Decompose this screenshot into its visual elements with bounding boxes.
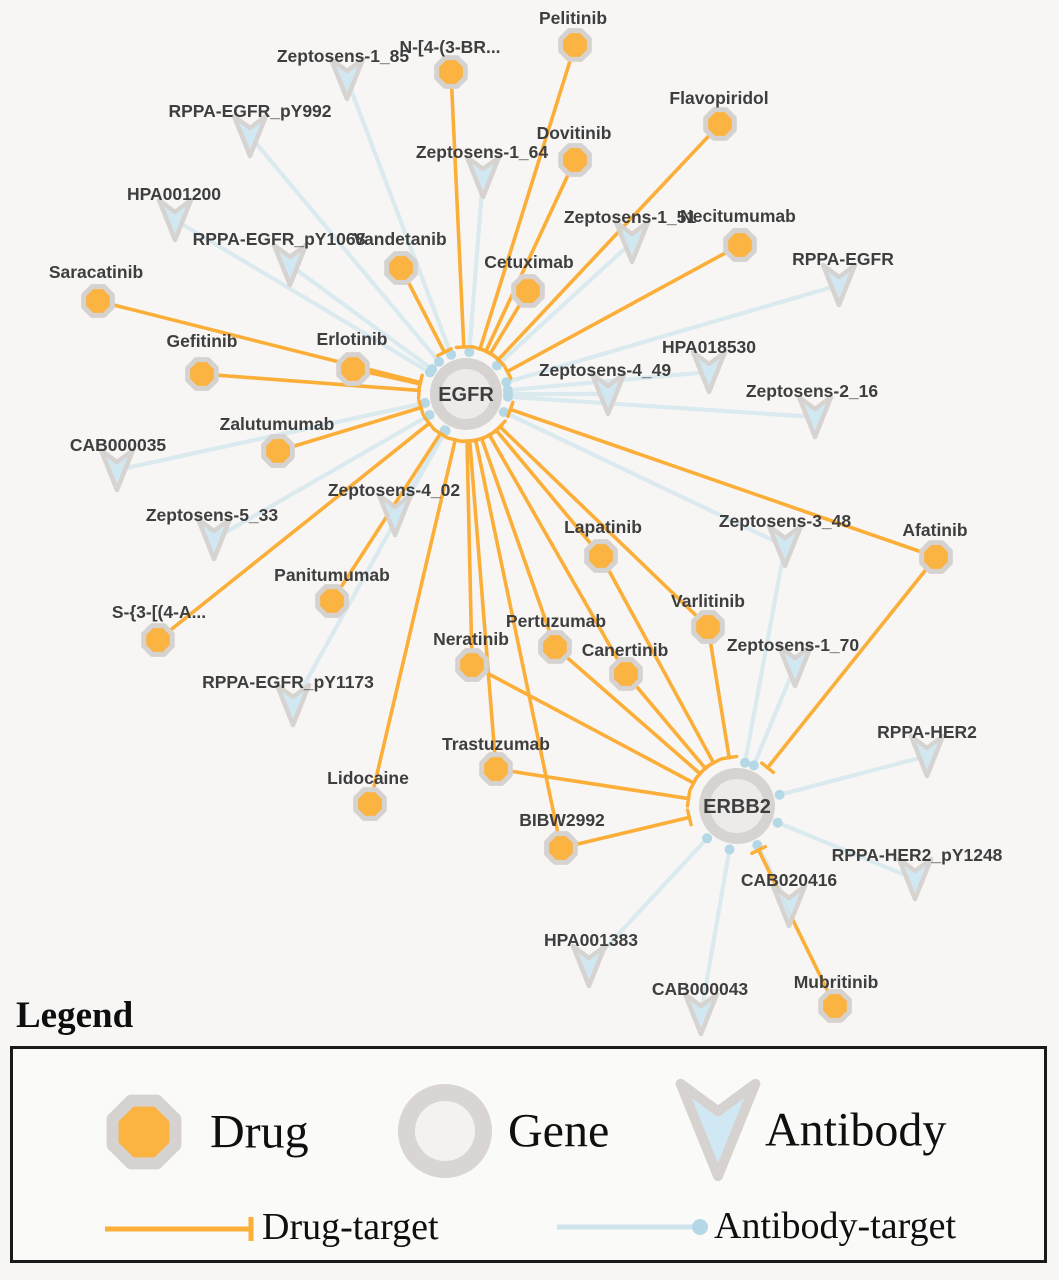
- antibody-chevron-rppa-her2-py1248: [899, 859, 931, 899]
- node-cab020416[interactable]: [773, 886, 805, 926]
- drug-octagon-gefitinib: [188, 360, 217, 389]
- legend-label-gene: Gene: [508, 1104, 610, 1158]
- edge-antibody-rppa-her2-erbb2: [780, 756, 927, 795]
- node-label-rppa-her2: RPPA-HER2: [877, 722, 977, 742]
- drug-octagon-necitumumab: [726, 231, 755, 260]
- node-dovitinib[interactable]: [561, 146, 590, 175]
- node-vandetanib[interactable]: [387, 254, 416, 283]
- node-label-rppa-egfr: RPPA-EGFR: [792, 249, 894, 269]
- drug-octagon-cetuximab: [514, 277, 543, 306]
- node-label-hpa001383: HPA001383: [543, 930, 639, 950]
- antibody-target-line-icon: [557, 1219, 708, 1235]
- node-label-cab000035: CAB000035: [69, 435, 167, 455]
- node-label-afatinib: Afatinib: [902, 520, 968, 540]
- node-panitumumab[interactable]: [318, 587, 347, 616]
- node-label-canertinib: Canertinib: [581, 640, 669, 660]
- drug-octagon-icon: [113, 1101, 176, 1164]
- node-label-rppa-her2-py1248: RPPA-HER2_pY1248: [831, 845, 1003, 865]
- node-saracatinib[interactable]: [84, 287, 113, 316]
- node-label-bibw2992: BIBW2992: [519, 810, 605, 830]
- node-label-rppa-egfr-py1173: RPPA-EGFR_pY1173: [202, 672, 374, 692]
- node-lidocaine[interactable]: [356, 790, 385, 819]
- antibody-chevron-cab020416: [773, 886, 805, 926]
- drug-octagon-panitumumab: [318, 587, 347, 616]
- drug-octagon-erlotinib: [339, 355, 368, 384]
- node-label-hpa018530: HPA018530: [661, 337, 757, 357]
- node-pertuzumab[interactable]: [541, 633, 570, 662]
- antibody-chevron-hpa001200: [159, 200, 191, 240]
- edge-dot-zeptosens-3-48: [740, 758, 750, 768]
- antibody-chevron-cab000035: [101, 450, 133, 490]
- drug-octagon-canertinib: [612, 660, 641, 689]
- antibody-chevron-zeptosens-1-51: [616, 222, 648, 262]
- node-n4-3br[interactable]: [437, 58, 466, 87]
- drug-octagon-mubritinib: [821, 992, 850, 1021]
- node-label-cab020416: CAB020416: [740, 870, 838, 890]
- legend-label-drug: Drug: [210, 1105, 309, 1159]
- drug-target-line-icon: [105, 1217, 251, 1241]
- antibody-chevron-rppa-egfr-py1068: [274, 245, 306, 285]
- edge-drug-n4-3br-egfr: [451, 72, 471, 347]
- node-label-n4-3br: N-[4-(3-BR...: [399, 37, 501, 57]
- node-label-necitumumab: Necitumumab: [680, 206, 796, 226]
- node-label-hpa001200: HPA001200: [126, 184, 222, 204]
- node-label-dovitinib: Dovitinib: [536, 123, 612, 143]
- node-label-zeptosens-2-16: Zeptosens-2_16: [745, 381, 879, 401]
- node-label-trastuzumab: Trastuzumab: [442, 734, 550, 754]
- node-label-mubritinib: Mubritinib: [793, 972, 879, 992]
- node-zeptosens-3-48[interactable]: [769, 526, 801, 566]
- drug-octagon-pertuzumab: [541, 633, 570, 662]
- node-varlitinib[interactable]: [694, 613, 723, 642]
- node-label-zalutumumab: Zalutumumab: [219, 414, 335, 434]
- drug-octagon-saracatinib: [84, 287, 113, 316]
- node-label-zeptosens-3-48: Zeptosens-3_48: [718, 511, 852, 531]
- node-label-pertuzumab: Pertuzumab: [505, 611, 607, 631]
- edge-dot-cab000043: [724, 844, 734, 854]
- drug-octagon-varlitinib: [694, 613, 723, 642]
- antibody-chevron-zeptosens-5-33: [198, 519, 230, 559]
- edge-dot-rppa-her2-py1248: [773, 818, 783, 828]
- drug-octagon-n4-3br: [437, 58, 466, 87]
- edge-drug-canertinib-erbb2: [626, 674, 711, 773]
- gene-label-erbb2: ERBB2: [703, 796, 771, 818]
- node-label-gefitinib: Gefitinib: [166, 331, 238, 351]
- node-label-zeptosens-1-64: Zeptosens-1_64: [415, 142, 549, 162]
- drug-octagon-vandetanib: [387, 254, 416, 283]
- edge-dot-zeptosens-1-70: [749, 760, 759, 770]
- node-label-lidocaine: Lidocaine: [327, 768, 409, 788]
- node-label-zeptosens-1-85: Zeptosens-1_85: [276, 46, 410, 66]
- node-label-s3-4a: S-{3-[(4-A...: [111, 602, 207, 622]
- drug-octagon-trastuzumab: [482, 755, 511, 784]
- node-label-zeptosens-1-51: Zeptosens-1_51: [563, 207, 697, 227]
- legend-label-antibody-target: Antibody-target: [714, 1205, 957, 1247]
- edge-dot-zeptosens-2-16: [503, 392, 513, 402]
- node-necitumumab[interactable]: [726, 231, 755, 260]
- drug-octagon-neratinib: [458, 651, 487, 680]
- node-label-erlotinib: Erlotinib: [316, 329, 388, 349]
- drug-octagon-pelitinib: [561, 31, 590, 60]
- antibody-chevron-hpa001383: [573, 946, 605, 986]
- node-label-neratinib: Neratinib: [433, 629, 509, 649]
- node-gefitinib[interactable]: [188, 360, 217, 389]
- node-zalutumumab[interactable]: [264, 437, 293, 466]
- node-label-zeptosens-5-33: Zeptosens-5_33: [145, 505, 279, 525]
- node-label-lapatinib: Lapatinib: [564, 517, 642, 537]
- node-neratinib[interactable]: [458, 651, 487, 680]
- node-s3-4a[interactable]: [144, 626, 173, 655]
- node-label-rppa-egfr-py1068: RPPA-EGFR_pY1068: [192, 229, 366, 249]
- legend-label-antibody: Antibody: [765, 1103, 947, 1157]
- antibody-chevron-rppa-her2: [911, 736, 943, 776]
- antibody-chevron-rppa-egfr: [823, 265, 855, 305]
- legend-title: Legend: [16, 995, 134, 1036]
- node-pelitinib[interactable]: [561, 31, 590, 60]
- node-egfr[interactable]: [430, 358, 502, 430]
- drug-octagon-dovitinib: [561, 146, 590, 175]
- node-zeptosens-1-64[interactable]: [467, 157, 499, 197]
- node-canertinib[interactable]: [612, 660, 641, 689]
- node-cab000035[interactable]: [101, 450, 133, 490]
- antibody-chevron-icon: [681, 1084, 756, 1176]
- drug-octagon-lidocaine: [356, 790, 385, 819]
- node-label-vandetanib: Vandetanib: [353, 229, 447, 249]
- edge-dot-rppa-her2: [775, 790, 785, 800]
- node-labels: [49, 8, 1003, 999]
- node-afatinib[interactable]: [922, 543, 951, 572]
- edge-dot-rppa-egfr-py1068: [427, 364, 437, 374]
- gene-circle-icon: [398, 1084, 492, 1178]
- node-rppa-egfr[interactable]: [823, 265, 855, 305]
- drug-octagon-bibw2992: [547, 834, 576, 863]
- edge-antibody-zeptosens-1-64-egfr: [469, 177, 483, 352]
- edge-drug-trastuzumab-erbb2: [496, 769, 690, 806]
- drug-octagon-zalutumumab: [264, 437, 293, 466]
- node-label-varlitinib: Varlitinib: [671, 591, 745, 611]
- node-mubritinib[interactable]: [821, 992, 850, 1021]
- node-rppa-her2-py1248[interactable]: [899, 859, 931, 899]
- antibody-chevron-zeptosens-1-64: [467, 157, 499, 197]
- node-label-saracatinib: Saracatinib: [48, 262, 144, 282]
- node-rppa-egfr-py1068[interactable]: [274, 245, 306, 285]
- node-label-cab000043: CAB000043: [651, 979, 749, 999]
- node-zeptosens-1-51[interactable]: [616, 222, 648, 262]
- antibody-chevron-zeptosens-3-48: [769, 526, 801, 566]
- node-lapatinib[interactable]: [587, 542, 616, 571]
- gene-label-egfr: EGFR: [438, 384, 494, 406]
- node-cab000043[interactable]: [685, 994, 717, 1034]
- node-cetuximab[interactable]: [514, 277, 543, 306]
- node-trastuzumab[interactable]: [482, 755, 511, 784]
- drug-octagon-afatinib: [922, 543, 951, 572]
- drug-octagon-flavopiridol: [706, 110, 735, 139]
- node-zeptosens-5-33[interactable]: [198, 519, 230, 559]
- node-label-rppa-egfr-py992: RPPA-EGFR_pY992: [168, 101, 332, 121]
- edge-dot-rppa-egfr-py992: [434, 357, 444, 367]
- legend-label-drug-target: Drug-target: [262, 1206, 439, 1248]
- node-label-flavopiridol: Flavopiridol: [669, 88, 769, 108]
- antibody-chevron-cab000043: [685, 994, 717, 1034]
- legend-box: [10, 1046, 1047, 1263]
- node-erbb2[interactable]: [699, 768, 775, 844]
- edge-dot-hpa001383: [702, 833, 712, 843]
- node-label-pelitinib: Pelitinib: [538, 8, 608, 28]
- node-bibw2992[interactable]: [547, 834, 576, 863]
- node-label-panitumumab: Panitumumab: [274, 565, 390, 585]
- node-flavopiridol[interactable]: [706, 110, 735, 139]
- node-label-zeptosens-1-70: Zeptosens-1_70: [726, 635, 860, 655]
- drug-octagon-s3-4a: [144, 626, 173, 655]
- node-hpa001383[interactable]: [573, 946, 605, 986]
- node-label-zeptosens-4-02: Zeptosens-4_02: [327, 480, 461, 500]
- node-erlotinib[interactable]: [339, 355, 368, 384]
- node-label-zeptosens-4-49: Zeptosens-4_49: [538, 360, 672, 380]
- node-label-cetuximab: Cetuximab: [484, 252, 574, 272]
- drug-octagon-lapatinib: [587, 542, 616, 571]
- node-rppa-her2[interactable]: [911, 736, 943, 776]
- node-hpa001200[interactable]: [159, 200, 191, 240]
